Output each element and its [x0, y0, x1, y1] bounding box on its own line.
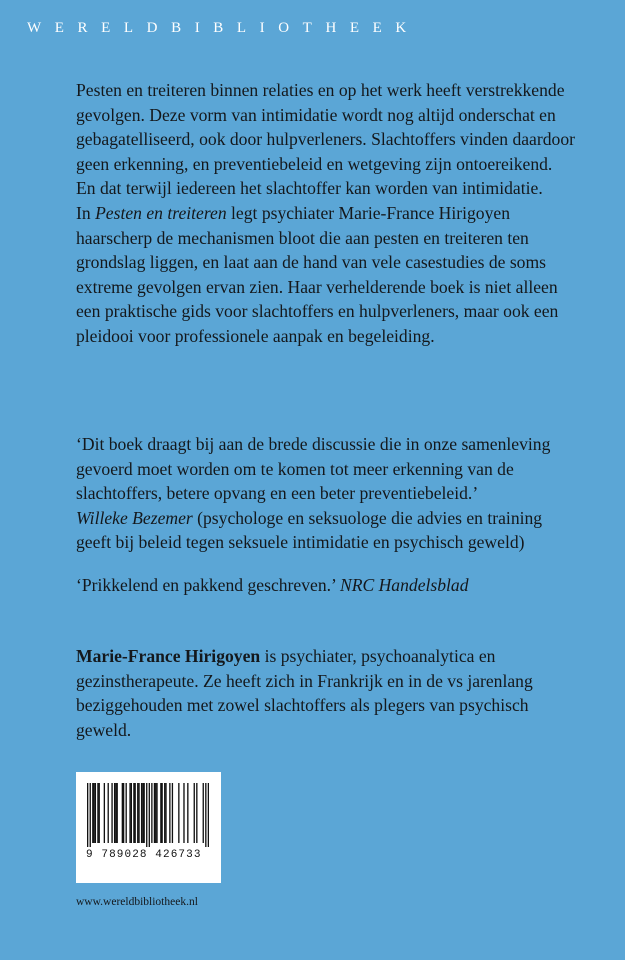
barcode-bar [196, 783, 197, 843]
barcode-bar [129, 783, 130, 843]
barcode-bar [194, 783, 195, 843]
blurb-body-prefix: In [76, 202, 91, 223]
quote-text [76, 573, 576, 598]
barcode-bar [203, 783, 204, 843]
author-name: Marie-France Hirigoyen [76, 646, 261, 666]
publisher-website: www.wereldbibliotheek.nl [76, 896, 198, 908]
barcode-bar [149, 783, 150, 847]
barcode-bar [208, 783, 209, 847]
barcode-bar [95, 783, 96, 843]
barcode-bar [137, 783, 138, 843]
author-bio-text [76, 644, 576, 742]
barcode-bar [117, 783, 118, 843]
barcode-bar [122, 783, 123, 843]
barcode-bar [138, 783, 139, 843]
barcode-bar [164, 783, 165, 843]
barcode-bar [144, 783, 145, 843]
publisher-name: WERELDBIBLIOTHEEK [27, 20, 420, 36]
quote-bezemer [76, 432, 576, 555]
barcode-bar [131, 783, 132, 843]
barcode-bar [108, 783, 109, 843]
barcode-bar [187, 783, 188, 843]
blurb-body-text: legt psychiater Marie-France Hirigoyen haarscherp de mechanismen bloot die aan pesten en treiteren ten grondslag liggen, en laat aan de hand van vele casestudies de soms extreme gevolgen ervan zien. Haar verhelderende boek is niet alleen een praktische gids voor slachtoffers en hulpverleners, maar ook een pleidooi voor professionele aanpak en begeleiding. [76, 202, 559, 346]
author-bio [76, 644, 576, 742]
barcode-bar [99, 783, 100, 843]
barcode-bar [169, 783, 170, 843]
barcode-bar [133, 783, 134, 843]
barcode-bar [205, 783, 206, 847]
barcode-bar [90, 783, 91, 847]
barcode-bar [183, 783, 184, 843]
barcode-bar [93, 783, 94, 843]
barcode-bar [155, 783, 156, 843]
barcode-bar [111, 783, 112, 843]
author-description: is psychiater, psychoanalytica en gezinstherapeute. Ze heeft zich in Frankrijk en in de vs jarenlang beziggehouden met zowel slachtoffers als plegers van psychisch geweld. [76, 646, 533, 740]
barcode-bar [92, 783, 93, 843]
barcode-bar [97, 783, 98, 843]
barcode-bar [126, 783, 127, 843]
barcode-bar [151, 783, 152, 843]
barcode-bar [115, 783, 116, 843]
blurb [76, 78, 576, 349]
quote-source: Willeke Bezemer [76, 507, 193, 528]
quote-text [76, 432, 576, 555]
barcode-bar [87, 783, 88, 847]
barcode-bar [146, 783, 147, 847]
barcode-bar [172, 783, 173, 843]
quote-source-note: (psychologe en seksuologe die advies en training geeft bij beleid tegen seksuele intimidatie en psychisch geweld) [76, 507, 543, 553]
quote-source: NRC Handelsblad [339, 575, 469, 595]
blurb-intro: Pesten en treiteren binnen relaties en op het werk heeft verstrekkende gevolgen. Deze vorm van intimidatie wordt nog altijd onderschat en gebagatelliseerd, ook door hulpverleners. Slachtoffers vinden daardoor geen erkenning, en preventiebeleid en wetgeving zijn ontoereikend. En dat terwijl iedereen het slachtoffer kan worden van intimidatie. [76, 80, 575, 199]
blurb-body [76, 201, 576, 349]
isbn-barcode [76, 772, 221, 883]
quote-nrc-text: ‘Prikkelend en pakkend geschreven.’ [76, 575, 336, 595]
barcode-bar [156, 783, 157, 843]
barcode-bar [114, 783, 115, 843]
barcode-bar [154, 783, 155, 843]
book-title: Pesten en treiteren [95, 202, 227, 223]
barcode-bar [160, 783, 161, 843]
quote-nrc [76, 573, 576, 598]
barcode-bar [123, 783, 124, 843]
barcode-bar [165, 783, 166, 843]
barcode-bars [87, 783, 209, 847]
isbn-number: 9 789028 426733 [86, 849, 202, 861]
barcode-bar [142, 783, 143, 843]
barcode-bar [161, 783, 162, 843]
barcode-bar [178, 783, 179, 843]
barcode-bar [141, 783, 142, 843]
barcode-bar [135, 783, 136, 843]
barcode-bar [104, 783, 105, 843]
quote-bezemer-text: ‘Dit boek draagt bij aan de brede discussie die in onze samenleving gevoerd moet worden om te komen tot meer erkenning van de slachtoffers, betere opvang en een beter preventiebeleid.’ [76, 434, 551, 504]
